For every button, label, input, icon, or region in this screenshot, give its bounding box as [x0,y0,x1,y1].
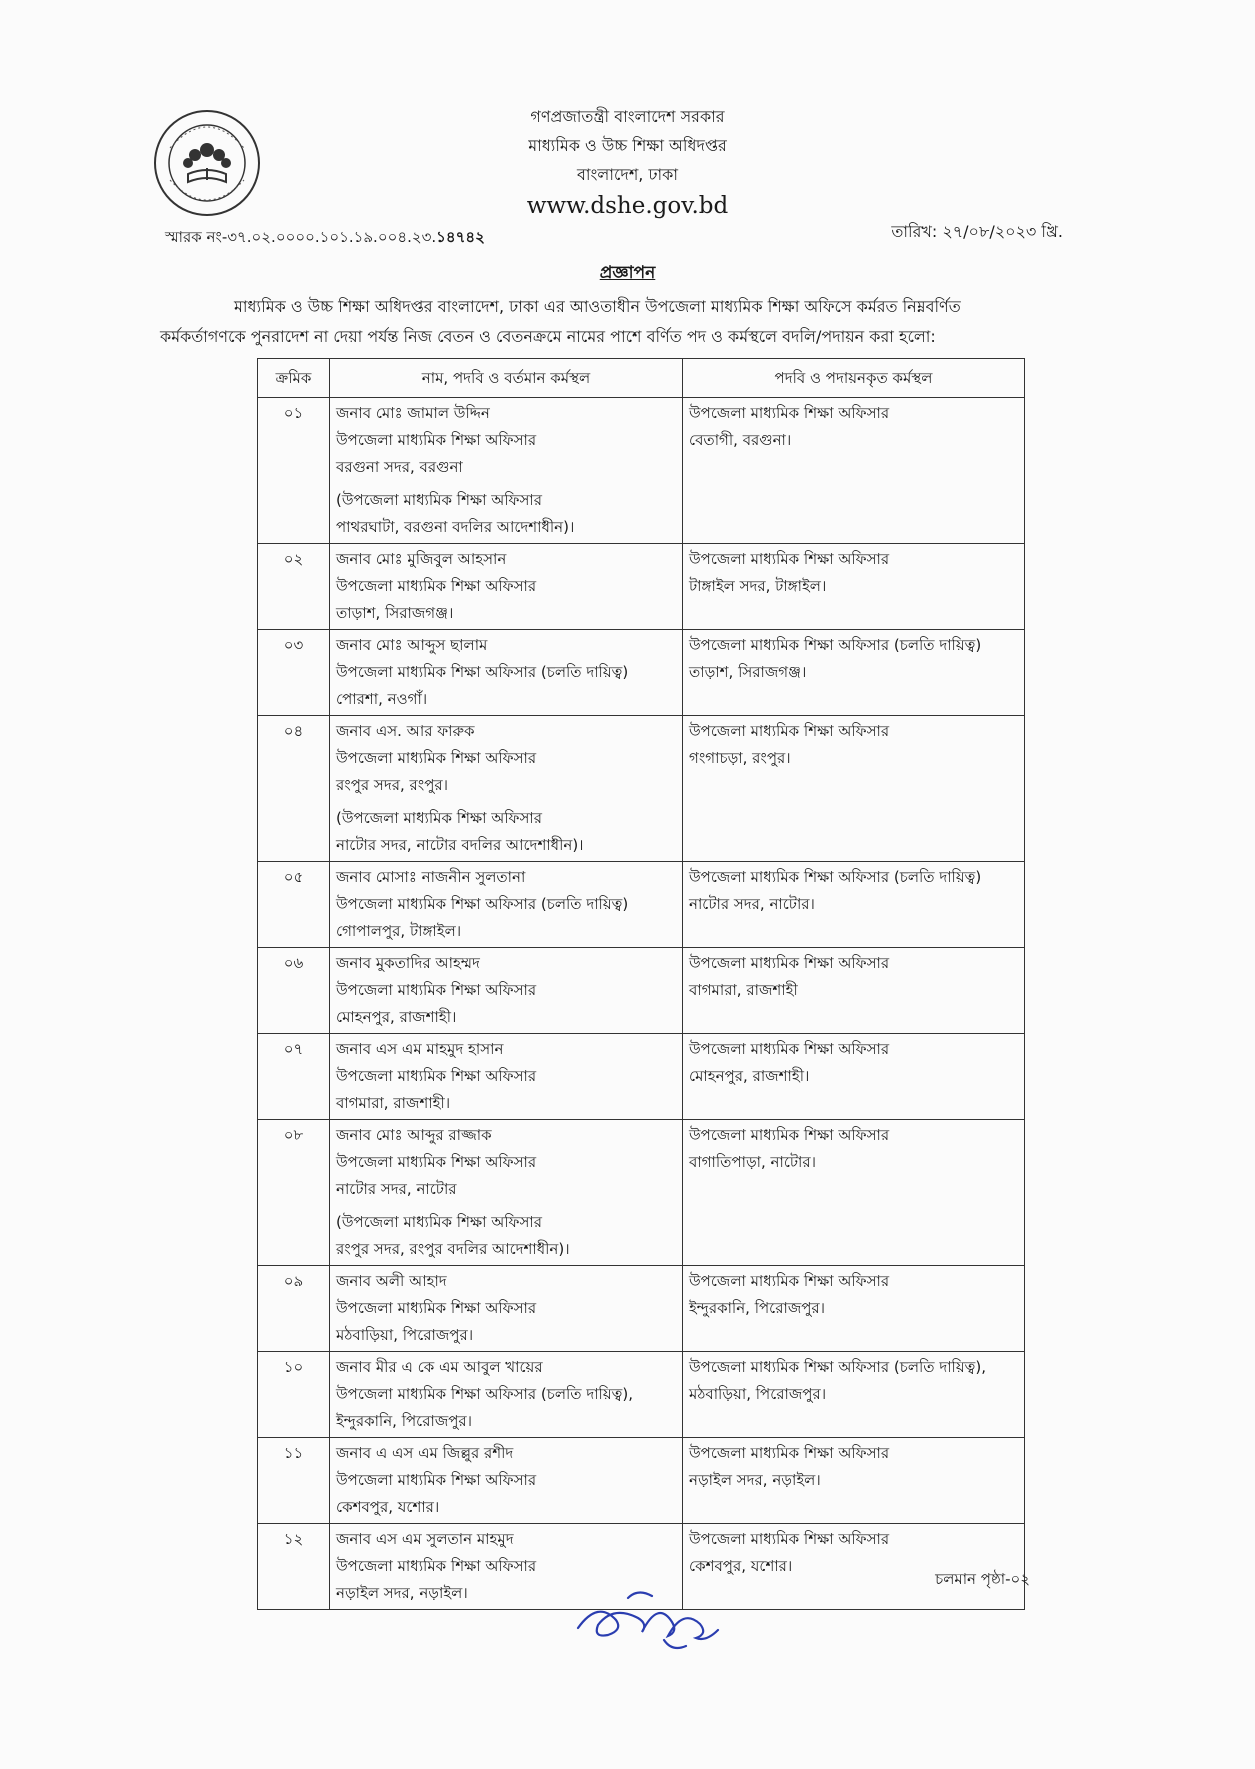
new-posting-cell [683,1352,1025,1438]
table-row [258,1120,1025,1266]
current-workplace: কেশবপুর, যশোর। [336,1498,440,1516]
current-posting-cell [330,862,683,948]
new-workplace: বেতাগী, বরগুনা। [689,431,792,449]
serial-cell: ০৯ [258,1266,330,1352]
officer-name: জনাব মুকতাদির আহম্মদ [336,954,480,972]
signature-image [568,1580,728,1655]
new-designation: উপজেলা মাধ্যমিক শিক্ষা অফিসার [689,1040,890,1058]
current-designation: উপজেলা মাধ্যমিক শিক্ষা অফিসার [336,749,537,767]
current-designation: উপজেলা মাধ্যমিক শিক্ষা অফিসার [336,1153,537,1171]
transfer-table [257,358,1025,1610]
issue-date: তারিখ: ২৭/০৮/২০২৩ খ্রি. [891,222,1063,241]
serial-cell: ০৭ [258,1034,330,1120]
table-row [258,1352,1025,1438]
current-posting-cell [330,544,683,630]
new-workplace: কেশবপুর, যশোর। [689,1557,793,1575]
memo-number [165,226,485,251]
new-designation: উপজেলা মাধ্যমিক শিক্ষা অফিসার [689,550,890,568]
current-designation: উপজেলা মাধ্যমিক শিক্ষা অফিসার [336,1557,537,1575]
table-row [258,1266,1025,1352]
current-posting-cell [330,948,683,1034]
current-posting-cell [330,1352,683,1438]
current-designation: উপজেলা মাধ্যমিক শিক্ষা অফিসার [336,1067,537,1085]
table-row [258,716,1025,862]
new-posting-cell [683,716,1025,862]
new-posting-cell [683,948,1025,1034]
note-line-2: পাথরঘাটা, বরগুনা বদলির আদেশাধীন)। [336,518,575,536]
serial-cell: ০৬ [258,948,330,1034]
current-designation: উপজেলা মাধ্যমিক শিক্ষা অফিসার [336,1299,537,1317]
current-designation: উপজেলা মাধ্যমিক শিক্ষা অফিসার [336,577,537,595]
new-posting-cell [683,630,1025,716]
new-workplace: বাগাতিপাড়া, নাটোর। [689,1153,817,1171]
column-header-serial: ক্রমিক [258,359,330,398]
new-designation: উপজেলা মাধ্যমিক শিক্ষা অফিসার [689,1126,890,1144]
new-designation: উপজেলা মাধ্যমিক শিক্ষা অফিসার (চলতি দায়িত্ব) [689,868,982,886]
directorate-name: মাধ্যমিক ও উচ্চ শিক্ষা অধিদপ্তর [528,136,727,155]
note-line-1: (উপজেলা মাধ্যমিক শিক্ষা অফিসার [336,809,542,827]
memo-serial: ১৪৭৪২ [436,228,485,246]
serial-cell: ১১ [258,1438,330,1524]
current-workplace: নড়াইল সদর, নড়াইল। [336,1584,468,1602]
note-line-1: (উপজেলা মাধ্যমিক শিক্ষা অফিসার [336,491,542,509]
memo-prefix: স্মারক নং-৩৭.০২.০০০০.১০১.১৯.০০৪.২৩. [165,228,437,246]
note-line-2: নাটোর সদর, নাটোর বদলির আদেশাধীন)। [336,836,584,854]
notice-body-line-2: কর্মকর্তাগণকে পুনরাদেশ না দেয়া পর্যন্ত নিজ বেতন ও বেতনক্রমে নামের পাশে বর্ণিত পদ ও কর্মস্থলে বদলি/পদায়ন করা হলো: [160,327,936,346]
government-name: গণপ্রজাতন্ত্রী বাংলাদেশ সরকার [530,107,725,126]
current-designation: উপজেলা মাধ্যমিক শিক্ষা অফিসার [336,1471,537,1489]
notice-body-line-1: মাধ্যমিক ও উচ্চ শিক্ষা অধিদপ্তর বাংলাদেশ, ঢাকা এর আওতাধীন উপজেলা মাধ্যমিক শিক্ষা অফিসে কর্মরত নিম্নবর্ণিত [234,297,961,316]
page-continuation: চলমান পৃষ্ঠা-০২ [935,1570,1030,1588]
website-link[interactable]: www.dshe.gov.bd [526,193,729,219]
current-posting-cell [330,1438,683,1524]
new-workplace: গংগাচড়া, রংপুর। [689,749,791,767]
current-posting-cell [330,1034,683,1120]
new-posting-cell [683,1438,1025,1524]
current-workplace: মোহনপুর, রাজশাহী। [336,1008,457,1026]
new-workplace: তাড়াশ, সিরাজগঞ্জ। [689,663,807,681]
officer-name: জনাব অলী আহাদ [336,1272,447,1290]
current-workplace: রংপুর সদর, রংপুর। [336,776,448,794]
serial-cell: ১২ [258,1524,330,1610]
officer-name: জনাব মোঃ আব্দুর রাজ্জাক [336,1126,492,1144]
letterhead [0,102,1255,223]
new-workplace: বাগমারা, রাজশাহী [689,981,798,999]
new-posting-cell [683,1524,1025,1610]
officer-name: জনাব মোঃ জামাল উদ্দিন [336,404,490,422]
new-posting-cell [683,862,1025,948]
officer-name: জনাব এস. আর ফারুক [336,722,475,740]
current-designation: উপজেলা মাধ্যমিক শিক্ষা অফিসার [336,431,537,449]
serial-cell: ০৪ [258,716,330,862]
new-designation: উপজেলা মাধ্যমিক শিক্ষা অফিসার [689,722,890,740]
serial-cell: ০২ [258,544,330,630]
table-body [258,398,1025,1610]
serial-cell: ০৫ [258,862,330,948]
transfer-order-note [336,1209,676,1263]
officer-name: জনাব মোসাঃ নাজনীন সুলতানা [336,868,526,886]
new-designation: উপজেলা মাধ্যমিক শিক্ষা অফিসার [689,954,890,972]
new-workplace: নাটোর সদর, নাটোর। [689,895,815,913]
table-row [258,862,1025,948]
new-posting-cell [683,398,1025,544]
column-header-current-posting: নাম, পদবি ও বর্তমান কর্মস্থল [330,359,683,398]
notice-title: প্রজ্ঞাপন [599,263,656,283]
new-designation: উপজেলা মাধ্যমিক শিক্ষা অফিসার [689,1444,890,1462]
note-line-2: রংপুর সদর, রংপুর বদলির আদেশাধীন)। [336,1240,570,1258]
current-designation: উপজেলা মাধ্যমিক শিক্ষা অফিসার (চলতি দায়িত্ব) [336,663,629,681]
new-workplace: নড়াইল সদর, নড়াইল। [689,1471,821,1489]
current-posting-cell [330,1120,683,1266]
transfer-order-note [336,487,676,541]
location: বাংলাদেশ, ঢাকা [577,165,678,184]
table-row [258,948,1025,1034]
current-posting-cell [330,716,683,862]
officer-name: জনাব এ এস এম জিল্লুর রশীদ [336,1444,514,1462]
current-workplace: পোরশা, নওগাঁ। [336,690,428,708]
new-posting-cell [683,1266,1025,1352]
new-designation: উপজেলা মাধ্যমিক শিক্ষা অফিসার (চলতি দায়িত্ব), [689,1358,986,1376]
notice-body [160,292,1075,352]
new-workplace: মঠবাড়িয়া, পিরোজপুর। [689,1385,827,1403]
new-posting-cell [683,1034,1025,1120]
transfer-order-note [336,805,676,859]
current-posting-cell [330,630,683,716]
note-line-1: (উপজেলা মাধ্যমিক শিক্ষা অফিসার [336,1213,542,1231]
current-posting-cell [330,1266,683,1352]
current-designation: উপজেলা মাধ্যমিক শিক্ষা অফিসার (চলতি দায়িত্ব), [336,1385,633,1403]
officer-name: জনাব এস এম সুলতান মাহমুদ [336,1530,514,1548]
current-workplace: বরগুনা সদর, বরগুনা [336,458,463,476]
table-row [258,630,1025,716]
new-workplace: মোহনপুর, রাজশাহী। [689,1067,810,1085]
officer-name: জনাব মোঃ মুজিবুল আহসান [336,550,507,568]
new-designation: উপজেলা মাধ্যমিক শিক্ষা অফিসার [689,1272,890,1290]
serial-cell: ১০ [258,1352,330,1438]
table-row [258,1438,1025,1524]
new-posting-cell [683,1120,1025,1266]
officer-name: জনাব এস এম মাহমুদ হাসান [336,1040,504,1058]
table-row [258,544,1025,630]
serial-cell: ০৮ [258,1120,330,1266]
current-workplace: ইন্দুরকানি, পিরোজপুর। [336,1412,473,1430]
current-workplace: তাড়াশ, সিরাজগঞ্জ। [336,604,454,622]
table-row [258,1034,1025,1120]
table-row [258,398,1025,544]
current-designation: উপজেলা মাধ্যমিক শিক্ষা অফিসার (চলতি দায়িত্ব) [336,895,629,913]
column-header-new-posting: পদবি ও পদায়নকৃত কর্মস্থল [683,359,1025,398]
new-posting-cell [683,544,1025,630]
current-workplace: নাটোর সদর, নাটোর [336,1180,457,1198]
current-workplace: মঠবাড়িয়া, পিরোজপুর। [336,1326,474,1344]
new-designation: উপজেলা মাধ্যমিক শিক্ষা অফিসার (চলতি দায়িত্ব) [689,636,982,654]
current-designation: উপজেলা মাধ্যমিক শিক্ষা অফিসার [336,981,537,999]
serial-cell: ০১ [258,398,330,544]
new-designation: উপজেলা মাধ্যমিক শিক্ষা অফিসার [689,404,890,422]
officer-name: জনাব মোঃ আব্দুস ছালাম [336,636,488,654]
serial-cell: ০৩ [258,630,330,716]
table-header-row [258,359,1025,398]
current-posting-cell [330,398,683,544]
new-workplace: টাঙ্গাইল সদর, টাঙ্গাইল। [689,577,827,595]
current-workplace: গোপালপুর, টাঙ্গাইল। [336,922,462,940]
officer-name: জনাব মীর এ কে এম আবুল খায়ের [336,1358,543,1376]
new-designation: উপজেলা মাধ্যমিক শিক্ষা অফিসার [689,1530,890,1548]
new-workplace: ইন্দুরকানি, পিরোজপুর। [689,1299,826,1317]
current-workplace: বাগমারা, রাজশাহী। [336,1094,451,1112]
